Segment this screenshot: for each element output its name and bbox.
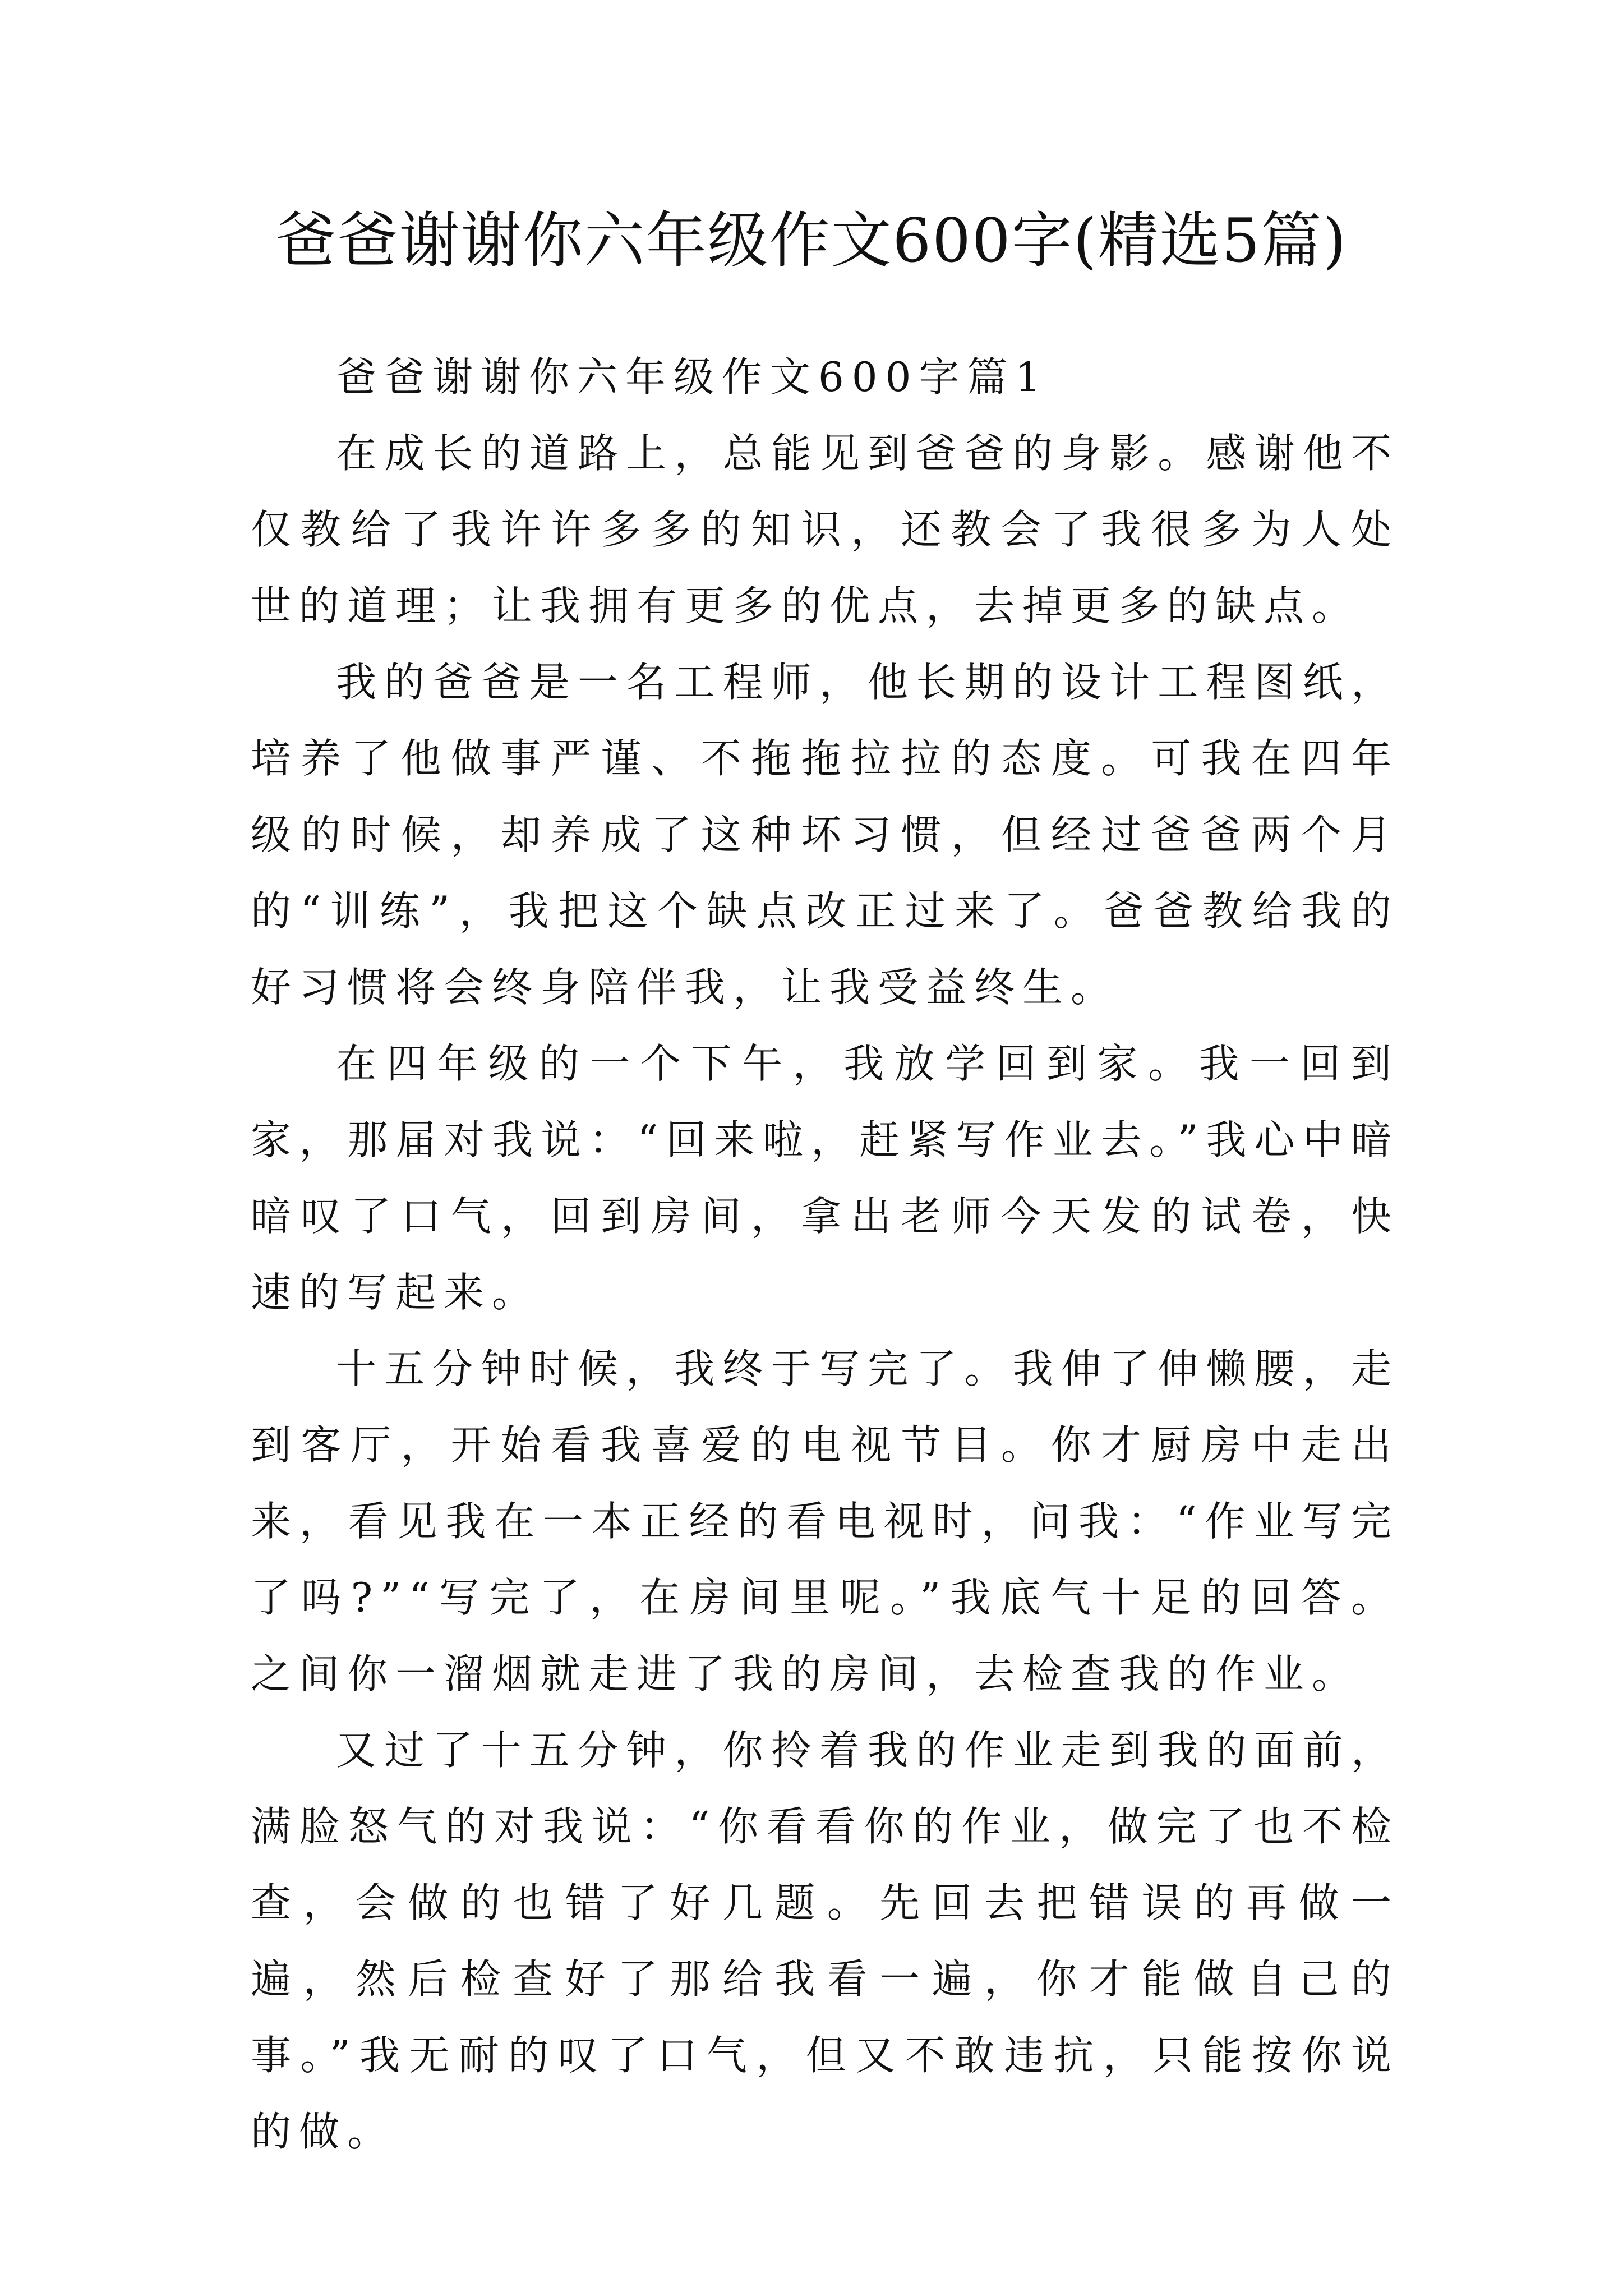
section-heading: 爸爸谢谢你六年级作文600字篇1 — [336, 353, 1049, 401]
paragraph-2: 我的爸爸是一名工程师，他长期的设计工程图纸，培养了他做事严谨、不拖拖拉拉的态度。可我在四年级的时候，却养成了这种坏习惯，但经过爸爸两个月的“训练”，我把这个缺点改正过来了。爸爸教给我的好习惯将会终身陪伴我，让我受益终生。 — [251, 659, 1399, 1011]
document-title: 爸爸谢谢你六年级作文600字(精选5篇) — [275, 206, 1348, 276]
document-body — [251, 339, 1399, 2170]
paragraph-5: 又过了十五分钟，你拎着我的作业走到我的面前，满脸怒气的对我说：“你看看你的作业，做完了也不检查，会做的也错了好几题。先回去把错误的再做一遍，然后检查好了那给我看一遍，你才能做自己的事。”我无耐的叹了口气，但又不敢违抗，只能按你说的做。 — [251, 1727, 1399, 2155]
paragraph-3: 在四年级的一个下午，我放学回到家。我一回到家，那届对我说：“回来啦，赶紧写作业去。”我心中暗暗叹了口气，回到房间，拿出老师今天发的试卷，快速的写起来。 — [251, 1040, 1399, 1316]
paragraph-4: 十五分钟时候，我终于写完了。我伸了伸懒腰，走到客厅，开始看我喜爱的电视节目。你才厨房中走出来，看见我在一本正经的看电视时，问我：“作业写完了吗?”“写完了，在房间里呢。”我底气十足的回答。之间你一溜烟就走进了我的房间，去检查我的作业。 — [251, 1345, 1399, 1697]
paragraph-1: 在成长的道路上，总能见到爸爸的身影。感谢他不仅教给了我许许多多的知识，还教会了我很多为人处世的道理；让我拥有更多的优点，去掉更多的缺点。 — [251, 430, 1399, 629]
